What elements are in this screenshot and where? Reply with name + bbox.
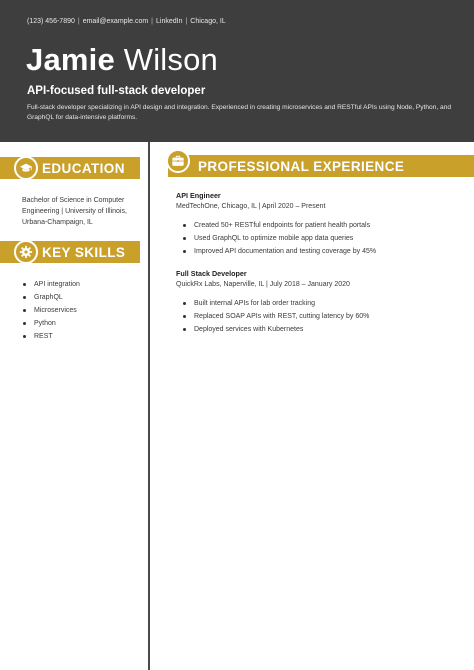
- job-bullet: Deployed services with Kubernetes: [176, 323, 466, 336]
- skills-heading: KEY SKILLS: [42, 245, 126, 260]
- experience-heading: PROFESSIONAL EXPERIENCE: [198, 159, 405, 174]
- contact-email[interactable]: email@example.com: [82, 18, 149, 25]
- education-entry: Bachelor of Science in Computer Engineering | University of Illinois, Urbana-Champaign, IL: [22, 197, 127, 226]
- education-heading: EDUCATION: [42, 161, 125, 176]
- job-bullet: Created 50+ RESTful endpoints for patient health portals: [176, 219, 466, 232]
- contact-linkedin[interactable]: LinkedIn: [156, 18, 183, 25]
- contact-phone: (123) 456-7890: [27, 18, 75, 25]
- contact-line: [27, 18, 226, 25]
- contact-separator: |: [151, 18, 153, 25]
- job-title: Full Stack Developer: [176, 269, 247, 278]
- job-entry: [176, 190, 466, 258]
- skill-item: API integration: [22, 278, 80, 291]
- job-bullet: Built internal APIs for lab order tracking: [176, 297, 466, 310]
- contact-location: Chicago, IL: [190, 18, 226, 25]
- candidate-name: [26, 42, 218, 78]
- skill-item: REST: [22, 330, 80, 343]
- job-meta: QuickRx Labs, Naperville, IL | July 2018 – January 2020: [176, 281, 350, 288]
- last-name: Wilson: [123, 42, 218, 77]
- job-title: API Engineer: [176, 191, 221, 200]
- summary-text: Full-stack developer specializing in API design and integration. Experienced in creating microservices and RESTful APIs using Node, Python, and GraphQL for data-intensive platforms.: [27, 104, 452, 121]
- experience-heading-band: [168, 155, 474, 177]
- job-bullets: [176, 219, 466, 258]
- job-bullets: [176, 297, 466, 336]
- contact-separator: |: [185, 18, 188, 25]
- skill-item: GraphQL: [22, 291, 80, 304]
- contact-separator: |: [77, 18, 80, 25]
- gear-icon: [14, 240, 38, 264]
- skill-item: Python: [22, 317, 80, 330]
- job-bullet: Improved API documentation and testing coverage by 45%: [176, 245, 466, 258]
- job-bullet: Replaced SOAP APIs with REST, cutting latency by 60%: [176, 310, 466, 323]
- job-bullet: Used GraphQL to optimize mobile app data queries: [176, 232, 466, 245]
- skill-item: Microservices: [22, 304, 80, 317]
- skills-list: [22, 278, 80, 343]
- first-name: Jamie: [26, 42, 115, 77]
- job-entry: [176, 268, 466, 336]
- column-divider: [148, 142, 150, 670]
- job-meta: MedTechOne, Chicago, IL | April 2020 – Present: [176, 203, 326, 210]
- tagline: API-focused full-stack developer: [27, 85, 206, 97]
- resume-header: [0, 0, 474, 142]
- briefcase-icon: [166, 149, 190, 173]
- graduation-cap-icon: [14, 156, 38, 180]
